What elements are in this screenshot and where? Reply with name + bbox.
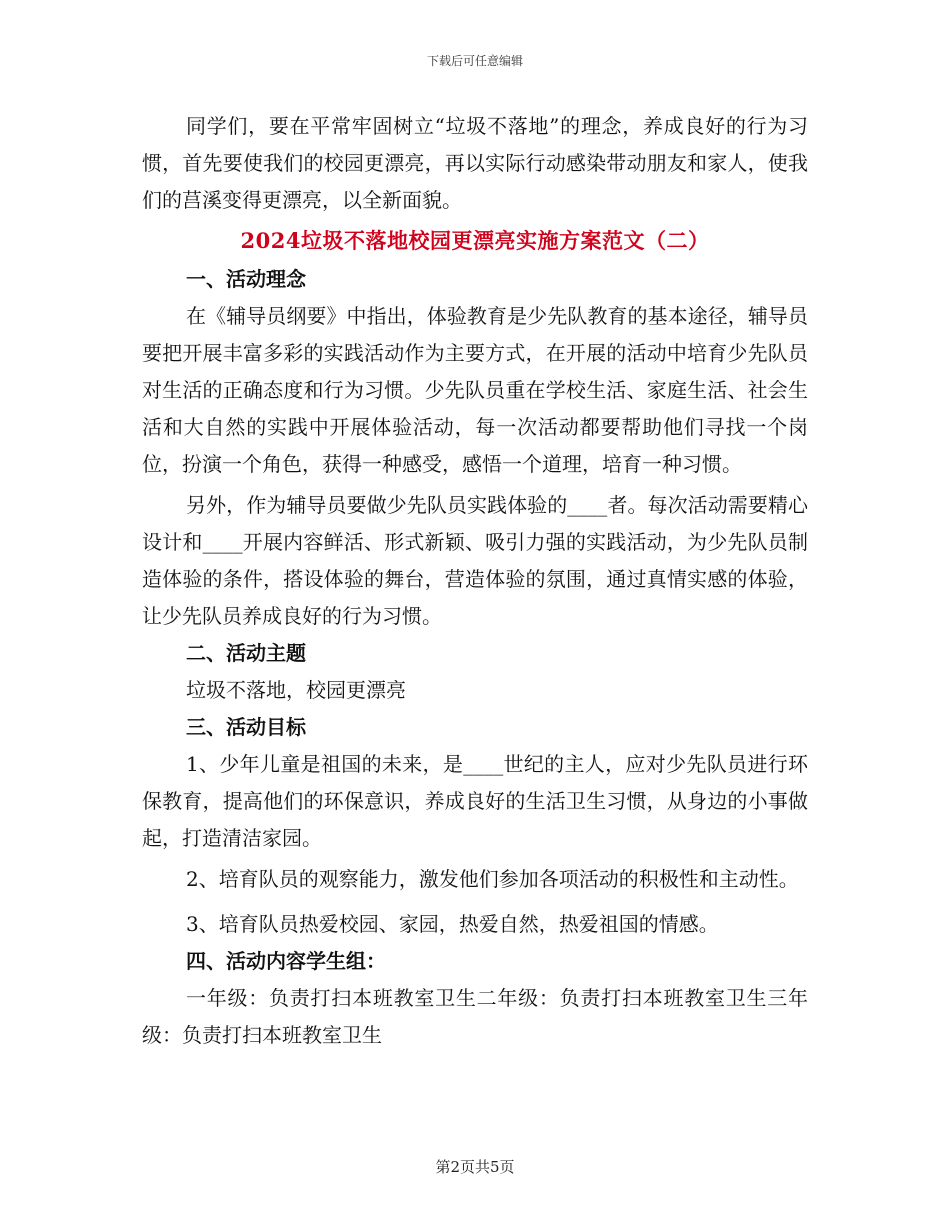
intro-paragraph: 同学们，要在平常牢固树立“垃圾不落地”的理念，养成良好的行为习惯，首先要使我们的校园更漂亮，再以实际行动感染带动朋友和家人，使我们的莒溪变得更漂亮，以全新面貌。 [142, 114, 808, 212]
section-heading-content: 四、活动内容学生组： [186, 949, 386, 973]
theme-paragraph: 垃圾不落地，校园更漂亮 [186, 678, 406, 702]
goal-item-1: 1、少年儿童是祖国的未来，是____世纪的主人，应对少先队员进行环保教育，提高他们的环保意识，养成良好的生活卫生习惯，从身边的小事做起，打造清洁家园。 [142, 752, 808, 850]
philosophy-paragraph-1: 在《辅导员纲要》中指出，体验教育是少先队教育的基本途径，辅导员要把开展丰富多彩的实践活动作为主要方式，在开展的活动中培育少先队员对生活的正确态度和行为习惯。少先队员重在学校生活、家庭生活、社会生活和大自然的实践中开展体验活动，每一次活动都要帮助他们寻找一个岗位，扮演一个角色，获得一种感受，感悟一个道理，培育一种习惯。 [142, 304, 808, 476]
goal-item-2: 2、培育队员的观察能力，激发他们参加各项活动的积极性和主动性。 [186, 867, 799, 891]
document-body [142, 108, 808, 1054]
section-heading-theme: 二、活动主题 [186, 641, 306, 665]
document-title: 2024垃圾不落地校园更漂亮实施方案范文（二） [240, 228, 710, 253]
section-heading-philosophy: 一、活动理念 [186, 267, 306, 291]
header-note: 下载后可任意编辑 [426, 54, 523, 68]
goal-item-3: 3、培育队员热爱校园、家园，热爱自然，热爱祖国的情感。 [186, 912, 719, 936]
philosophy-paragraph-2: 另外，作为辅导员要做少先队员实践体验的____者。每次活动需要精心设计和____开展内容鲜活、形式新颖、吸引力强的实践活动，为少先队员制造体验的条件，搭设体验的舞台，营造体验的氛围，通过真情实感的体验，让少先队员养成良好的行为习惯。 [142, 493, 808, 628]
section-heading-goals: 三、活动目标 [186, 715, 306, 739]
page-number-footer: 第2页共5页 [435, 1158, 515, 1176]
content-paragraph: 一年级：负责打扫本班教室卫生二年级：负责打扫本班教室卫生三年级：负责打扫本班教室卫生 [142, 986, 808, 1047]
